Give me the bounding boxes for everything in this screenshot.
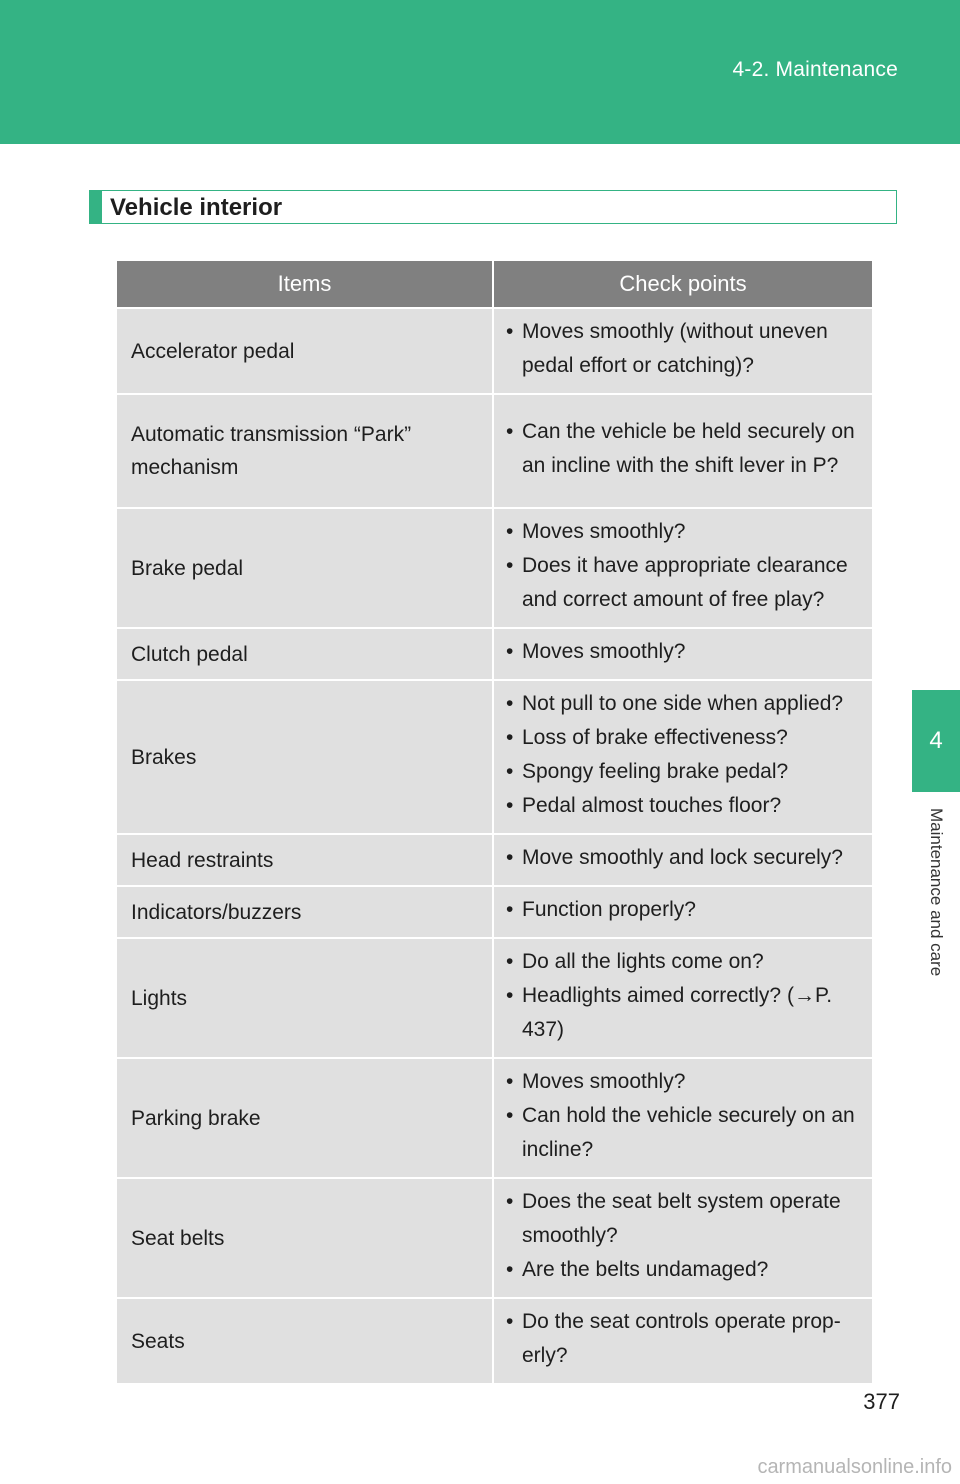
item-name: Seats: [131, 1329, 185, 1353]
column-header-items: Items: [116, 260, 493, 308]
check-point-text: Moves smoothly?: [522, 1070, 686, 1093]
check-points-cell: [493, 1298, 873, 1384]
check-point-text: Moves smoothly?: [522, 520, 686, 543]
page-number: 377: [863, 1389, 900, 1414]
chapter-label: Maintenance and care: [927, 808, 946, 977]
table-row: [116, 1058, 873, 1178]
bullet-icon: •: [506, 846, 514, 869]
bullet-icon: •: [506, 1258, 514, 1281]
check-point-text: Does the seat belt system operate smoothly?: [522, 1190, 841, 1247]
check-point: [506, 1253, 868, 1287]
check-point: [506, 1065, 868, 1099]
chapter-tab: [912, 690, 960, 792]
section-title: Vehicle interior: [110, 194, 283, 221]
bullet-icon: •: [506, 760, 514, 783]
check-points-cell: [493, 1058, 873, 1178]
check-point-text: Spongy feeling brake pedal?: [522, 760, 789, 783]
bullet-icon: •: [506, 726, 514, 749]
check-point-text: Not pull to one side when applied?: [522, 692, 844, 715]
check-points-cell: [493, 508, 873, 628]
table-row: [116, 394, 873, 508]
check-point: [506, 315, 868, 383]
check-point: [506, 1185, 868, 1253]
check-point-text: Move smoothly and lock securely?: [522, 846, 843, 869]
check-point: [506, 789, 868, 823]
item-cell: [116, 628, 493, 680]
check-point: [506, 979, 868, 1047]
table-row: [116, 1298, 873, 1384]
table-row: [116, 886, 873, 938]
bullet-icon: •: [506, 984, 514, 1007]
header-band: [0, 0, 960, 144]
item-name: Head restraints: [131, 848, 274, 872]
check-point: [506, 893, 868, 927]
bullet-icon: •: [506, 1070, 514, 1093]
check-point-text: Do all the lights come on?: [522, 950, 764, 973]
bullet-icon: •: [506, 1190, 514, 1213]
item-cell: [116, 1178, 493, 1298]
table-header-row: [116, 260, 873, 308]
check-point: [506, 415, 868, 483]
item-cell: [116, 1298, 493, 1384]
check-point-text: Can hold the vehicle securely on an incline?: [522, 1104, 855, 1161]
check-point: [506, 945, 868, 979]
item-name: Lights: [131, 986, 188, 1010]
check-point-text: Does it have appropriate clearance and correct amount of free play?: [522, 554, 848, 611]
bullet-icon: •: [506, 1104, 514, 1127]
check-point: [506, 721, 868, 755]
table-row: [116, 680, 873, 834]
bullet-icon: •: [506, 794, 514, 817]
check-point-text: Pedal almost touches floor?: [522, 794, 782, 817]
check-point: [506, 687, 868, 721]
check-points-cell: [493, 938, 873, 1058]
check-points-cell: [493, 834, 873, 886]
watermark: carmanualsonline.info: [757, 1456, 952, 1478]
item-name: Accelerator pedal: [131, 339, 295, 363]
section-title-bar: [89, 190, 897, 224]
check-points-cell: [493, 394, 873, 508]
bullet-icon: •: [506, 420, 514, 443]
item-cell: [116, 938, 493, 1058]
check-point-text: Are the belts undamaged?: [522, 1258, 769, 1281]
bullet-icon: •: [506, 554, 514, 577]
table-row: [116, 1178, 873, 1298]
item-cell: [116, 508, 493, 628]
check-point-text: Function properly?: [522, 898, 696, 921]
bullet-icon: •: [506, 520, 514, 543]
bullet-icon: •: [506, 950, 514, 973]
bullet-icon: •: [506, 898, 514, 921]
column-header-check-points: Check points: [493, 260, 873, 308]
check-point-text: Loss of brake effectiveness?: [522, 726, 788, 749]
check-point: [506, 1099, 868, 1167]
bullet-icon: •: [506, 1310, 514, 1333]
table-row: [116, 508, 873, 628]
item-name: Clutch pedal: [131, 642, 248, 666]
check-point-text: Headlights aimed correctly? (→P. 437): [522, 984, 833, 1041]
item-cell: [116, 680, 493, 834]
check-points-cell: [493, 1178, 873, 1298]
bullet-icon: •: [506, 692, 514, 715]
check-point-text: Do the seat controls operate prop-erly?: [522, 1310, 841, 1367]
check-point: [506, 515, 868, 549]
table-row: [116, 308, 873, 394]
chapter-number: 4: [929, 727, 943, 754]
bullet-icon: •: [506, 640, 514, 663]
check-point-text: Moves smoothly (without uneven pedal effort or catching)?: [522, 320, 828, 377]
item-cell: [116, 886, 493, 938]
check-point-text: Can the vehicle be held securely on an incline with the shift lever in P?: [522, 420, 855, 477]
item-cell: [116, 1058, 493, 1178]
check-point-text: Moves smoothly?: [522, 640, 686, 663]
item-name: Brake pedal: [131, 556, 244, 580]
item-name: Indicators/buzzers: [131, 900, 302, 924]
item-name: Brakes: [131, 745, 197, 769]
item-name: Automatic transmission “Park” mechanism: [131, 423, 412, 479]
section-header: 4-2. Maintenance: [732, 58, 898, 81]
item-name: Parking brake: [131, 1106, 261, 1130]
check-point: [506, 635, 868, 669]
check-point: [506, 549, 868, 617]
check-point: [506, 1305, 868, 1373]
table-row: [116, 628, 873, 680]
check-points-cell: [493, 680, 873, 834]
bullet-icon: •: [506, 320, 514, 343]
check-point: [506, 755, 868, 789]
table-row: [116, 834, 873, 886]
check-points-cell: [493, 628, 873, 680]
item-cell: [116, 394, 493, 508]
item-name: Seat belts: [131, 1226, 225, 1250]
check-points-cell: [493, 886, 873, 938]
check-point: [506, 841, 868, 875]
item-cell: [116, 834, 493, 886]
check-points-cell: [493, 308, 873, 394]
table-row: [116, 938, 873, 1058]
inspection-table: [115, 259, 874, 1385]
title-accent: [90, 191, 102, 223]
item-cell: [116, 308, 493, 394]
